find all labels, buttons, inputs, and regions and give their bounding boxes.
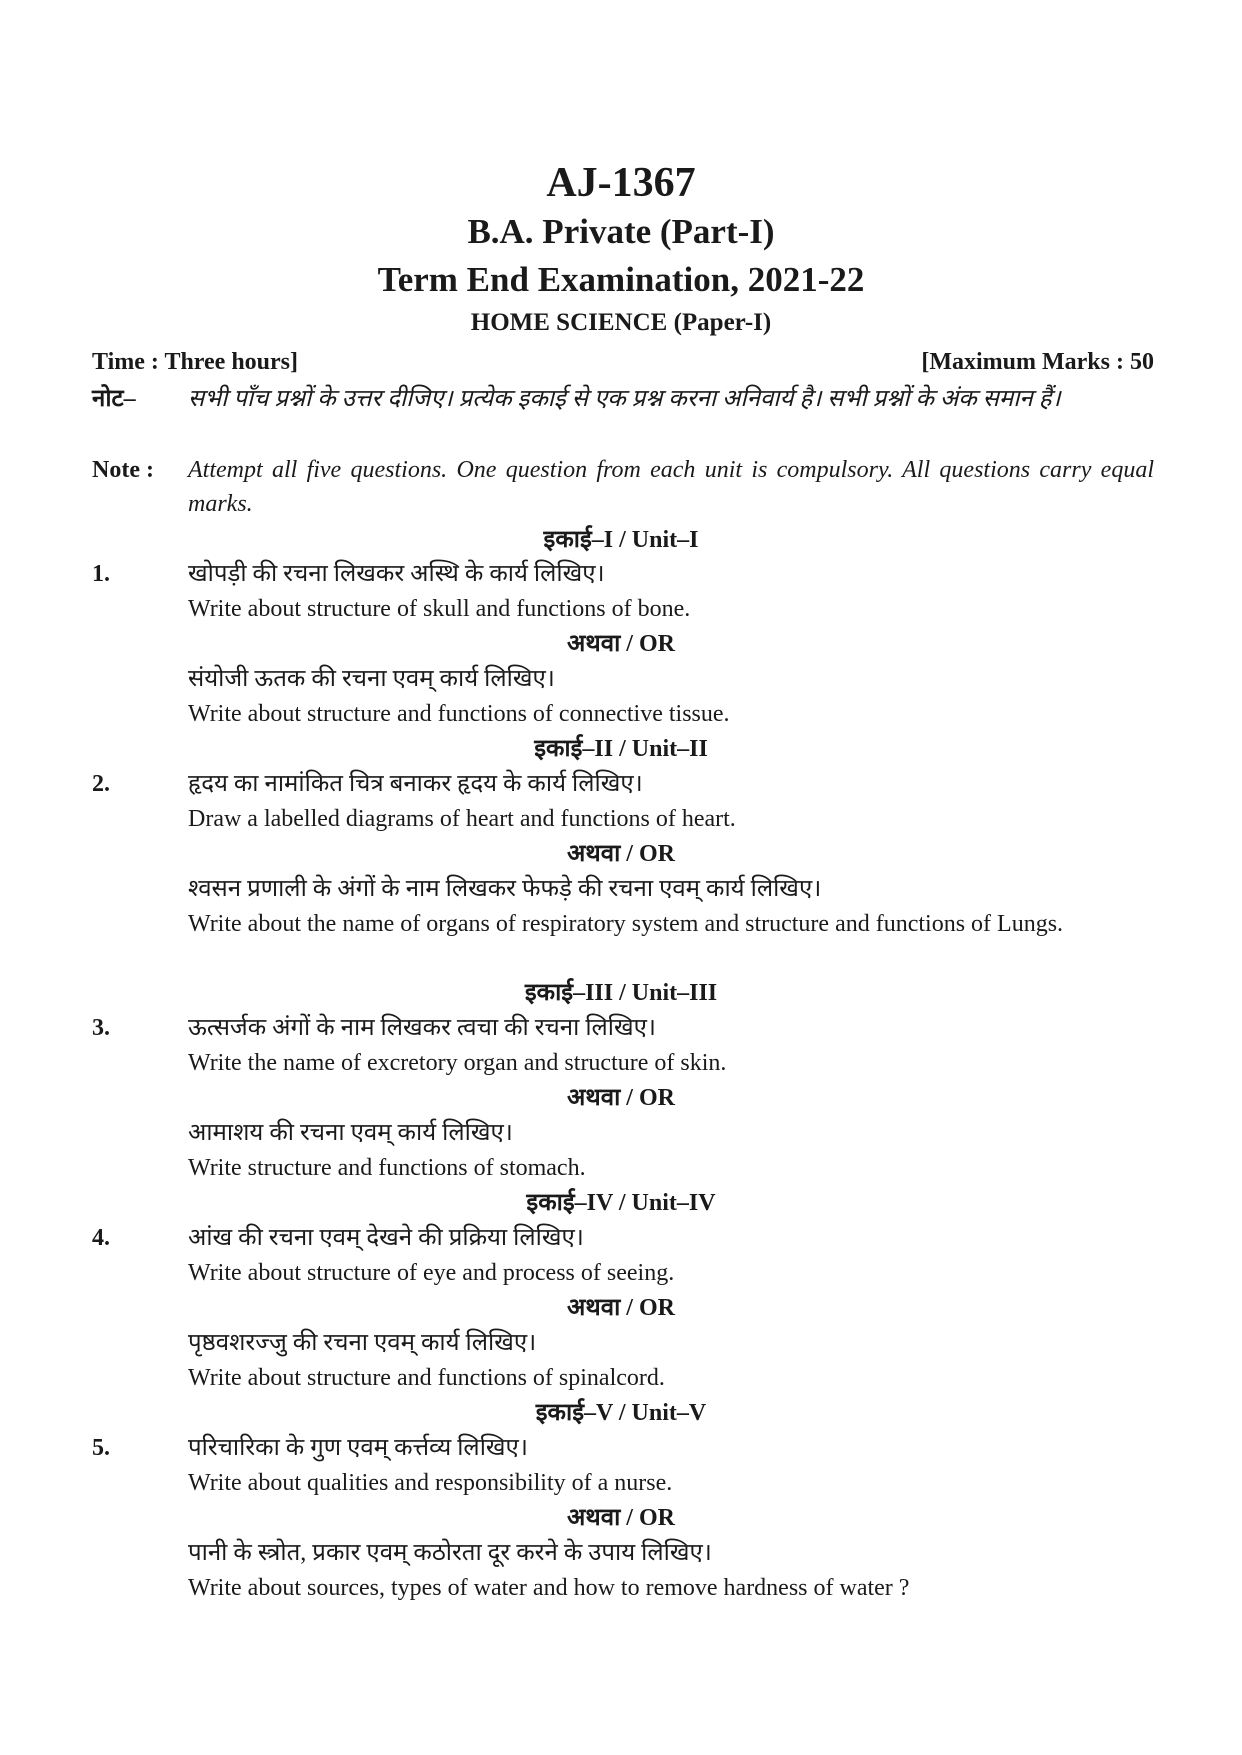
note-english-text: Attempt all five questions. One question from each unit is compulsory. All questions carry equal marks. bbox=[188, 457, 1154, 517]
alternate-question-english: Write about the name of organs of respiratory system and structure and functions of Lungs. bbox=[188, 911, 1064, 937]
alternate-question-hindi: आमाशय की रचना एवम् कार्य लिखिए। bbox=[188, 1120, 513, 1146]
question-english: Write the name of excretory organ and structure of skin. bbox=[188, 1050, 727, 1076]
or-separator: अथवा / OR bbox=[567, 1505, 675, 1531]
subject-title: HOME SCIENCE (Paper-I) bbox=[470, 309, 772, 336]
question-number: 5. bbox=[92, 1435, 110, 1461]
note-hindi-label: नोट– bbox=[92, 386, 136, 412]
question-hindi: परिचारिका के गुण एवम् कर्त्तव्य लिखिए। bbox=[188, 1435, 528, 1461]
unit-heading: इकाई–V / Unit–V bbox=[535, 1400, 707, 1426]
question-hindi: हृदय का नामांकित चित्र बनाकर हृदय के कार्य लिखिए। bbox=[188, 771, 643, 797]
alternate-question-hindi: संयोजी ऊतक की रचना एवम् कार्य लिखिए। bbox=[188, 666, 555, 692]
unit-heading: इकाई–II / Unit–II bbox=[534, 736, 708, 762]
question-number: 2. bbox=[92, 771, 110, 797]
note-english bbox=[92, 453, 1154, 521]
or-separator: अथवा / OR bbox=[567, 1085, 675, 1111]
maximum-marks: [Maximum Marks : 50 bbox=[921, 349, 1154, 375]
alternate-question-english: Write about sources, types of water and how to remove hardness of water ? bbox=[188, 1575, 910, 1601]
question-english: Write about structure of skull and functions of bone. bbox=[188, 596, 691, 622]
note-english-label: Note : bbox=[92, 457, 154, 483]
exam-meta-row bbox=[92, 345, 1154, 379]
alternate-question-hindi: पानी के स्त्रोत, प्रकार एवम् कठोरता दूर करने के उपाय लिखिए। bbox=[188, 1540, 712, 1566]
exam-title: Term End Examination, 2021-22 bbox=[377, 260, 865, 299]
alternate-question-english: Write about structure and functions of spinalcord. bbox=[188, 1365, 665, 1391]
question-hindi: ऊत्सर्जक अंगों के नाम लिखकर त्वचा की रचना लिखिए। bbox=[188, 1015, 657, 1041]
alternate-question-hindi: पृष्ठवशरज्जु की रचना एवम् कार्य लिखिए। bbox=[188, 1330, 537, 1356]
question-number: 4. bbox=[92, 1225, 110, 1251]
question-number: 3. bbox=[92, 1015, 110, 1041]
question-hindi: आंख की रचना एवम् देखने की प्रक्रिया लिखिए। bbox=[188, 1225, 584, 1251]
unit-heading: इकाई–IV / Unit–IV bbox=[526, 1190, 716, 1216]
question-english: Write about structure of eye and process of seeing. bbox=[188, 1260, 675, 1286]
question-english: Write about qualities and responsibility of a nurse. bbox=[188, 1470, 673, 1496]
question-english: Draw a labelled diagrams of heart and functions of heart. bbox=[188, 806, 736, 832]
program-title: B.A. Private (Part-I) bbox=[467, 212, 775, 251]
question-hindi: खोपड़ी की रचना लिखकर अस्थि के कार्य लिखिए। bbox=[188, 561, 605, 587]
or-separator: अथवा / OR bbox=[567, 1295, 675, 1321]
note-hindi bbox=[92, 382, 1154, 450]
question-number: 1. bbox=[92, 561, 110, 587]
time-allowed: Time : Three hours] bbox=[92, 349, 299, 375]
alternate-question-english: Write about structure and functions of connective tissue. bbox=[188, 701, 730, 727]
or-separator: अथवा / OR bbox=[567, 631, 675, 657]
unit-heading: इकाई–I / Unit–I bbox=[543, 527, 699, 553]
alternate-question-hindi: श्वसन प्रणाली के अंगों के नाम लिखकर फेफड़े की रचना एवम् कार्य लिखिए। bbox=[188, 876, 822, 902]
or-separator: अथवा / OR bbox=[567, 841, 675, 867]
note-hindi-text: सभी पाँच प्रश्नों के उत्तर दीजिए। प्रत्येक इकाई से एक प्रश्न करना अनिवार्य है। सभी प्रश्नों के अंक समान हैं। bbox=[188, 386, 1061, 412]
alternate-question-english: Write structure and functions of stomach. bbox=[188, 1155, 586, 1181]
paper-code: AJ-1367 bbox=[546, 160, 696, 206]
unit-heading: इकाई–III / Unit–III bbox=[524, 980, 718, 1006]
